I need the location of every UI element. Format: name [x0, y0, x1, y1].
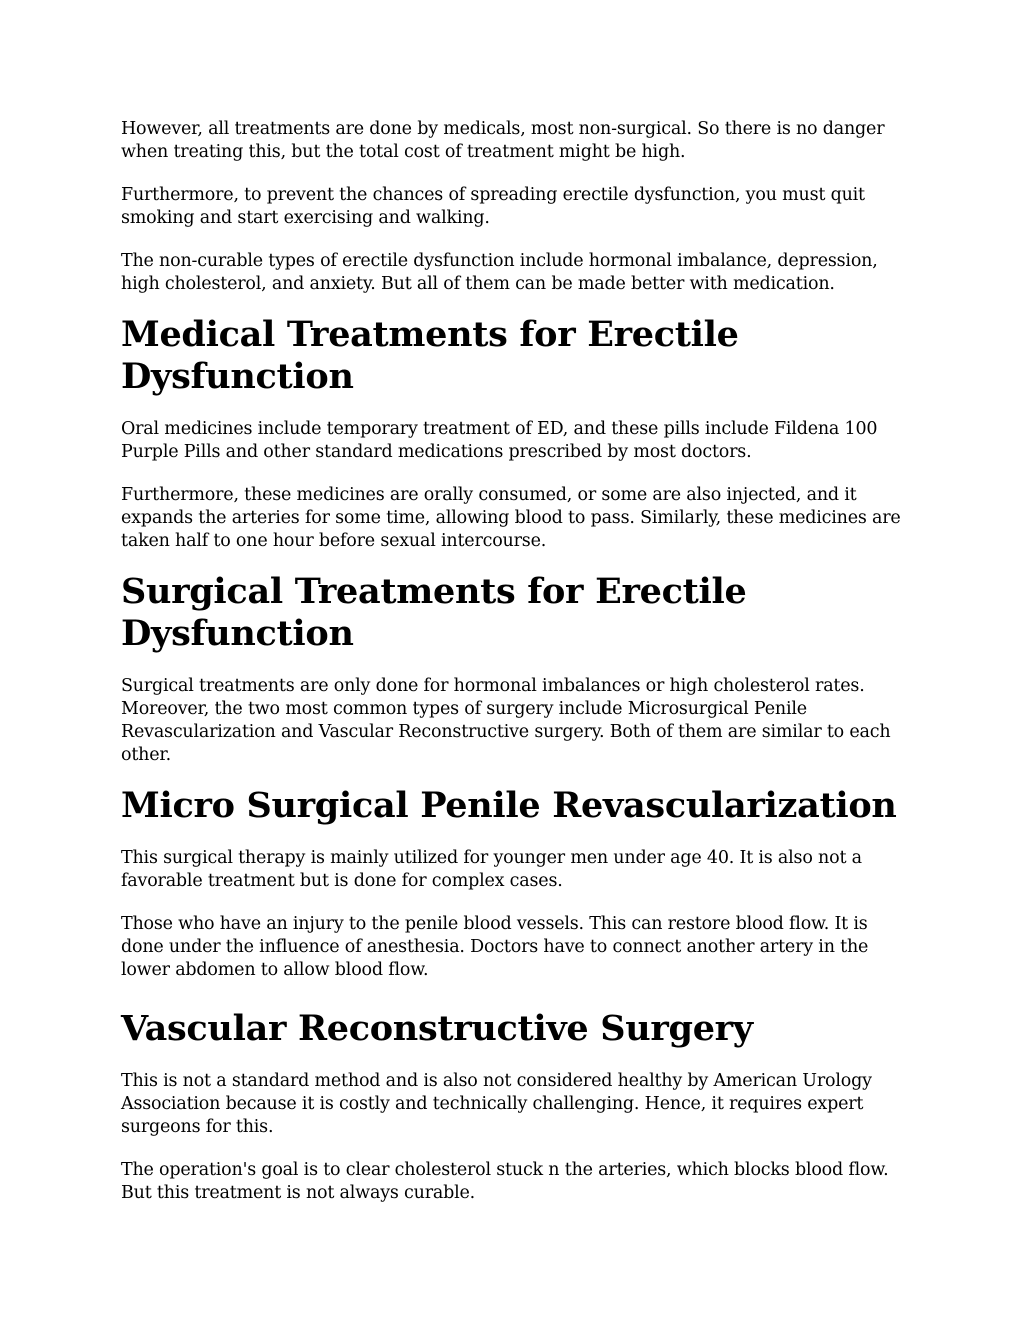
section-paragraph: The operation's goal is to clear cholesterol stuck n the arteries, which blocks blood flow. But this treatment is not always curable.	[121, 1160, 889, 1203]
section-vascular-reconstructive-surgery	[121, 1008, 911, 1205]
section-paragraph: This is not a standard method and is also not considered healthy by American Urology Association because it is costly and technically challenging. Hence, it requires expert surgeons for this.	[121, 1071, 872, 1137]
section-paragraph: This surgical therapy is mainly utilized for younger men under age 40. It is also not a favorable treatment but is done for complex cases.	[121, 848, 862, 891]
intro-paragraph-3: The non-curable types of erectile dysfunction include hormonal imbalance, depression, high cholesterol, and anxiety. But all of them can be made better with medication.	[121, 251, 878, 294]
section-paragraph: Surgical treatments are only done for hormonal imbalances or high cholesterol rates. Moreover, the two most common types of surgery include Microsurgical Penile Revascularization and Vascular Reconstructive surgery. Both of them are similar to each other.	[121, 676, 891, 765]
document-page	[121, 118, 911, 1225]
section-medical-treatments	[121, 314, 911, 553]
section-surgical-treatments	[121, 571, 911, 767]
section-micro-surgical-revascularization	[121, 785, 911, 982]
section-paragraph: Oral medicines include temporary treatment of ED, and these pills include Fildena 100 Purple Pills and other standard medications prescribed by most doctors.	[121, 419, 878, 462]
section-paragraph: Those who have an injury to the penile blood vessels. This can restore blood flow. It is done under the influence of anesthesia. Doctors have to connect another artery in the lower abdomen to allow blood flow.	[121, 914, 869, 980]
section-heading: Vascular Reconstructive Surgery	[121, 1008, 753, 1049]
section-paragraph: Furthermore, these medicines are orally consumed, or some are also injected, and it expands the arteries for some time, allowing blood to pass. Similarly, these medicines are taken half to one hour before sexual intercourse.	[121, 485, 901, 551]
intro-paragraph-2: Furthermore, to prevent the chances of spreading erectile dysfunction, you must quit smoking and start exercising and walking.	[121, 185, 865, 228]
section-heading: Micro Surgical Penile Revascularization	[121, 785, 897, 826]
intro-paragraph-1: However, all treatments are done by medicals, most non-surgical. So there is no danger when treating this, but the total cost of treatment might be high.	[121, 119, 885, 162]
section-heading: Medical Treatments for Erectile Dysfunction	[121, 314, 739, 397]
section-heading: Surgical Treatments for Erectile Dysfunction	[121, 571, 747, 654]
